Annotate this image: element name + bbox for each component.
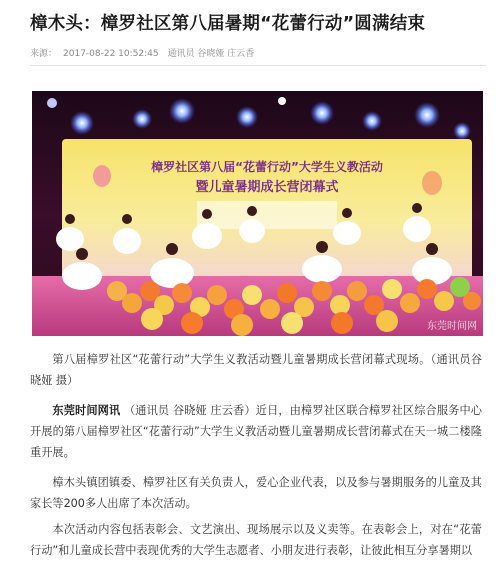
publish-datetime: 2017-08-22 10:52:45 xyxy=(63,49,159,59)
banner-line2: 暨儿童暑期成长营闭幕式 xyxy=(195,180,339,195)
paragraph-intro-text: （通讯员 谷晓娅 庄云香）近日，由樟罗社区联合樟罗社区综合服务中心开展的第八届樟罗社区“花蕾行动”大学生义教活动暨儿童暑期成长营闭幕式在天一城二楼隆重开展。 xyxy=(30,404,482,459)
news-source-lead: 东莞时间网讯 xyxy=(52,404,121,417)
source-label: 来源： xyxy=(30,49,58,59)
byline: 通讯员 谷晓娅 庄云香 xyxy=(167,49,255,59)
photo-watermark: 东莞时间网 xyxy=(427,321,477,332)
article-photo xyxy=(32,91,483,336)
banner-line1: 樟罗社区第八届“花蕾行动”大学生义教活动 xyxy=(151,160,383,174)
article-title: 樟木头：樟罗社区第八届暑期“花蕾行动”圆满结束 xyxy=(30,14,426,34)
paragraph-activities: 本次活动内容包括表彰会、文艺演出、现场展示以及义卖等。在表彰会上，对在“花蕾行动”和儿童成长营中表现优秀的大学生志愿者、小朋友进行表彰，让彼此相互分享暑期以 xyxy=(30,523,482,557)
paragraph-attendees: 樟木头镇团镇委、樟罗社区有关负责人，爱心企业代表，以及参与暑期服务的儿童及其家长等200多人出席了本次活动。 xyxy=(30,476,482,510)
photo-caption: 第八届樟罗社区“花蕾行动”大学生义教活动暨儿童暑期成长营闭幕式现场。（通讯员谷晓娅 摄） xyxy=(30,353,482,387)
article-meta xyxy=(30,46,260,59)
paragraph-intro xyxy=(30,400,482,463)
title-divider xyxy=(30,65,486,66)
